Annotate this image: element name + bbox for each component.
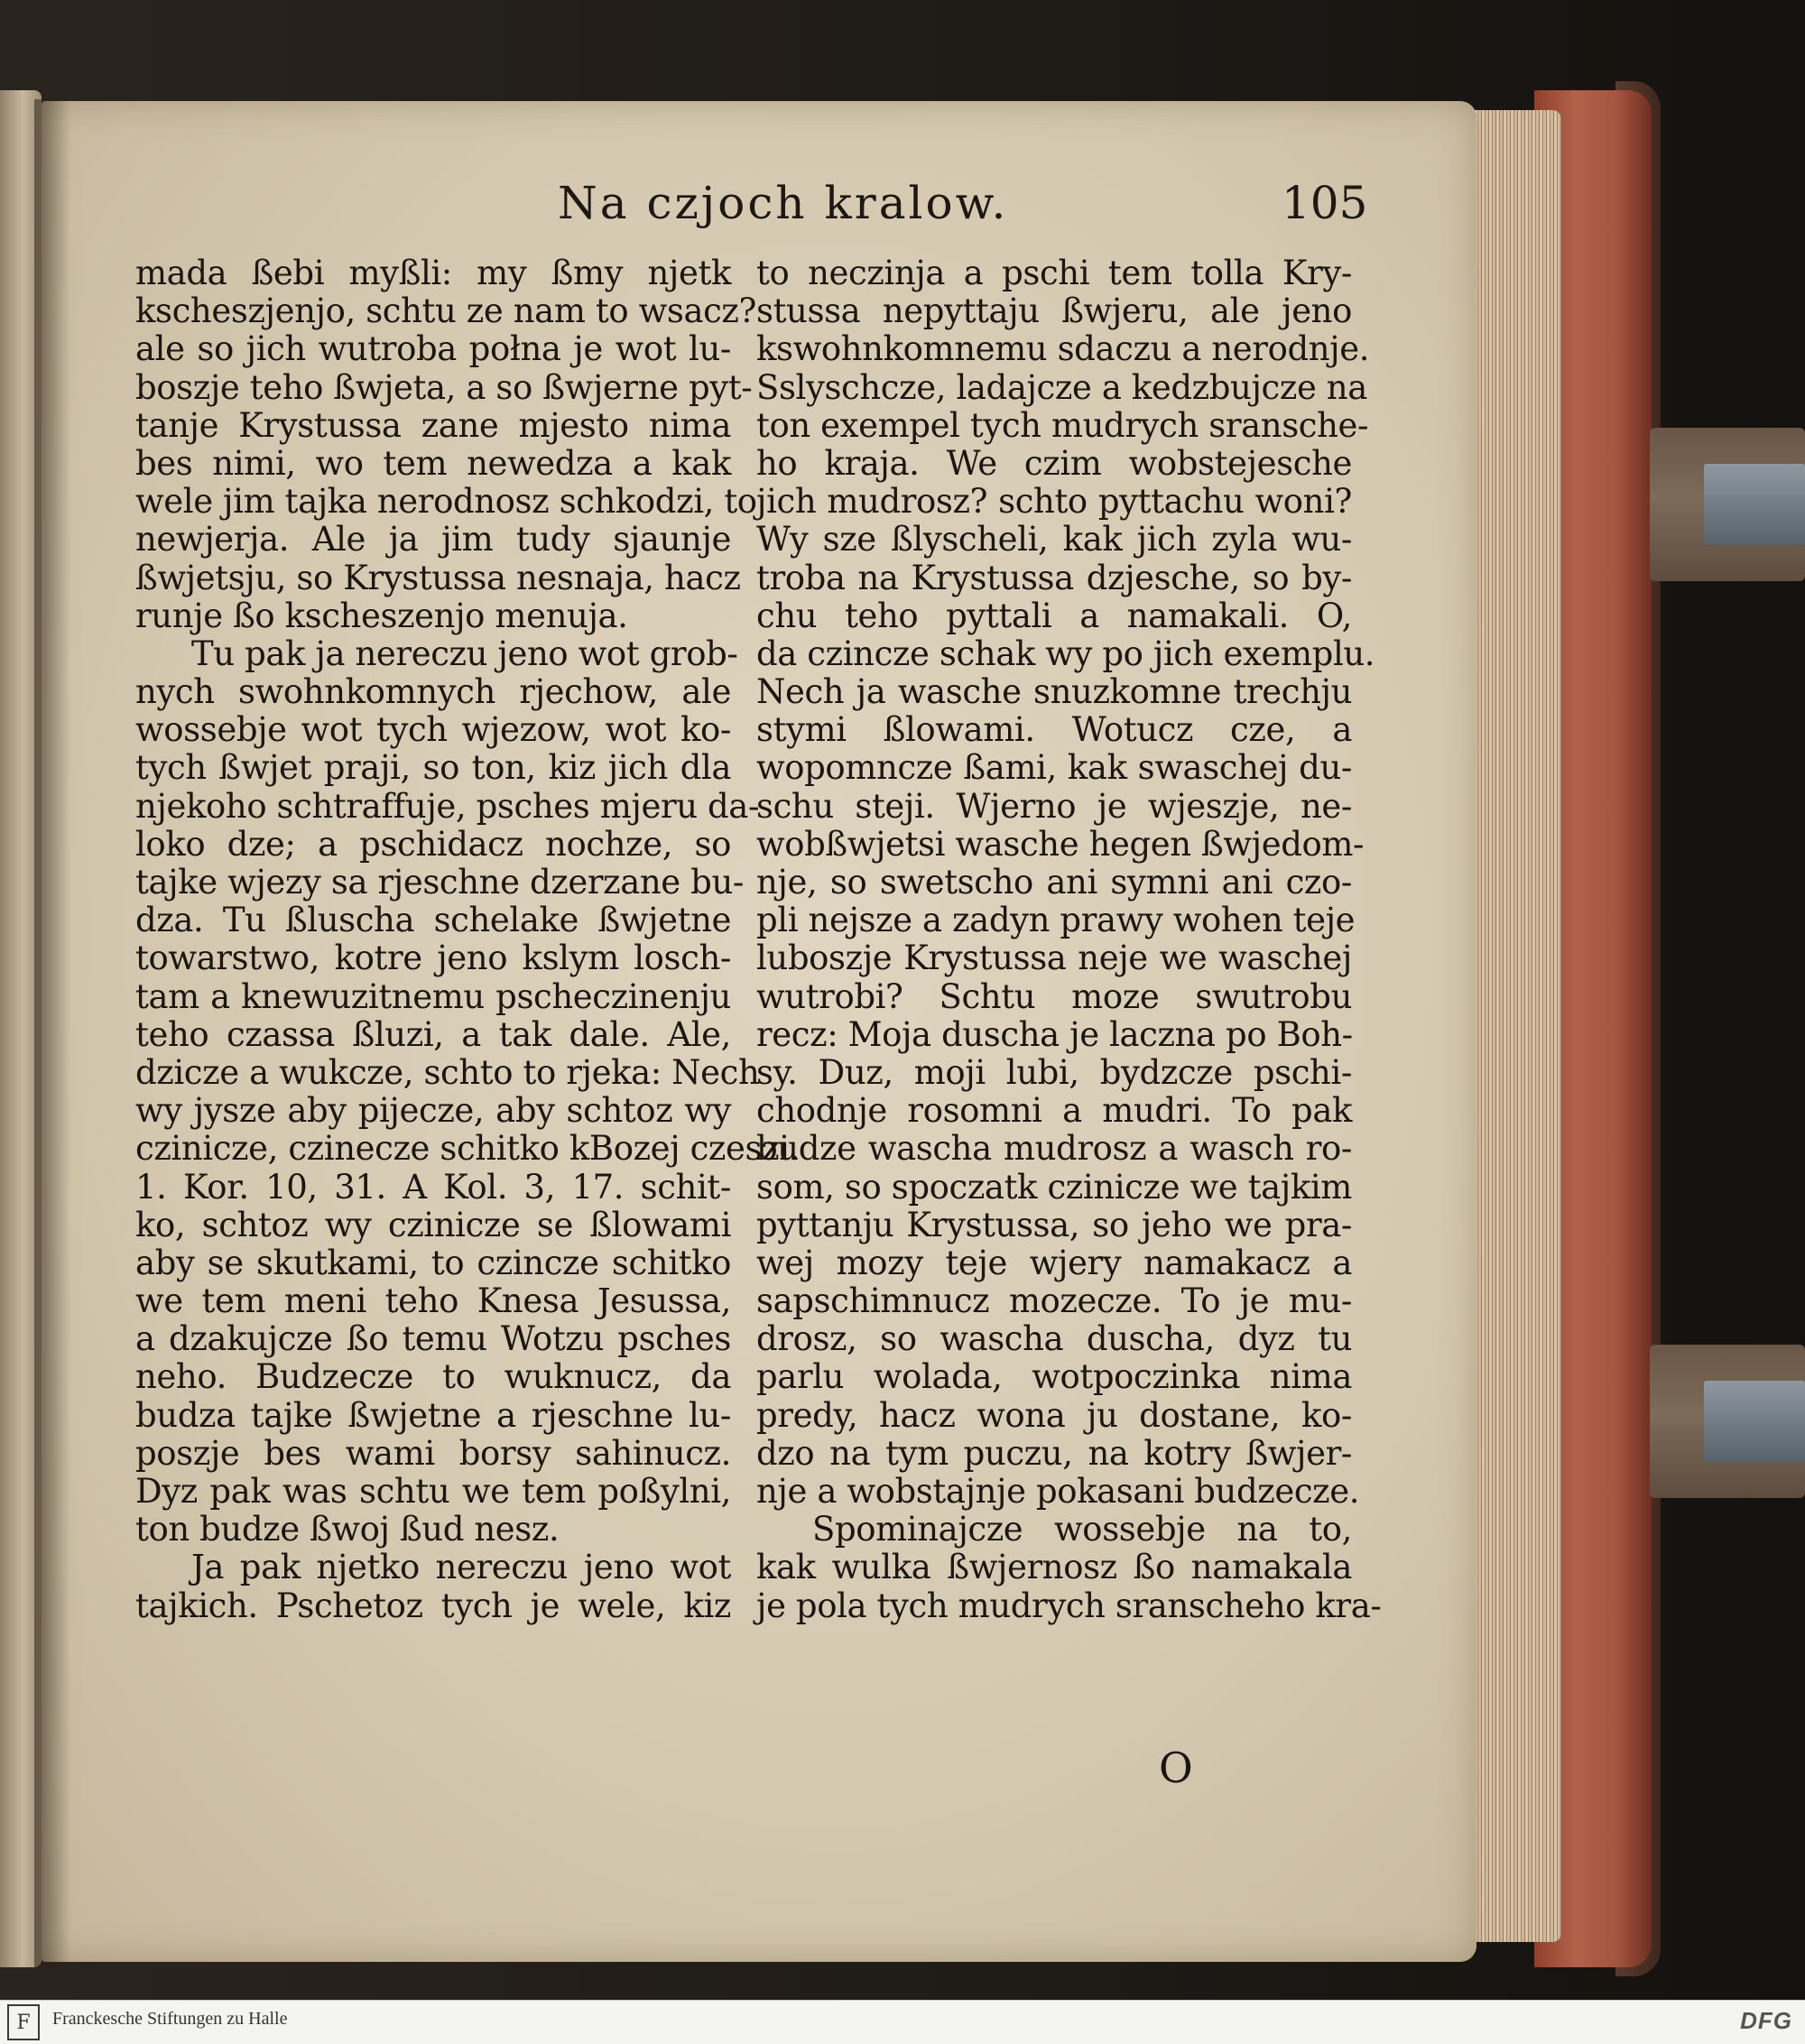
text-line: dzo na tym puczu, na kotry ßwjer- (756, 1433, 1352, 1473)
text-line: tanje Krystussa zane mjesto nima (135, 405, 731, 445)
text-line: aby se skutkami, to czincze schitko (135, 1243, 731, 1282)
text-line: sy. Duz, moji lubi, bydzcze pschi- (756, 1052, 1352, 1092)
text-line: wele jim tajka nerodnosz schkodzi, to (135, 482, 757, 522)
text-line: nje, so swetscho ani symni ani czo- (756, 863, 1352, 902)
text-line: je pola tych mudrych sranscheho kra- (756, 1586, 1382, 1625)
text-line: runje ßo kscheszenjo menuja. (135, 596, 628, 635)
text-line: wopomncze ßami, kak swaschej du- (756, 748, 1352, 788)
viewer-footer (0, 2000, 1805, 2044)
text-line: wej mozy teje wjery namakacz a (756, 1243, 1352, 1282)
dfg-logo: DFG (1740, 2007, 1792, 2034)
text-line: to neczinja a pschi tem tolla Kry- (756, 254, 1352, 292)
text-line: ton exempel tych mudrych sransche- (756, 405, 1369, 445)
book-clasp-top (1650, 428, 1805, 581)
franckesche-stiftungen-logo: F (7, 2004, 40, 2040)
text-line: Sslyschcze, ladajcze a kedzbujcze na (756, 367, 1367, 407)
text-line: wobßwjetsi wasche hegen ßwjedom- (756, 824, 1365, 864)
text-line: budza tajke ßwjetne a rjeschne lu- (135, 1395, 731, 1435)
text-line: schu steji. Wjerno je wjeszje, ne- (756, 786, 1352, 826)
text-line: poszje bes wami borsy sahinucz. (135, 1433, 731, 1473)
text-line: wossebje wot tych wjezow, wot ko- (135, 710, 731, 750)
text-line: czinicze, czinecze schitko kBozej czeszi. (135, 1129, 800, 1169)
institution-name: Franckesche Stiftungen zu Halle (52, 2009, 288, 2029)
text-line: kak wulka ßwjernosz ßo namakala (756, 1548, 1352, 1587)
text-line: pyttanju Krystussa, so jeho we pra- (756, 1205, 1352, 1244)
text-line: tych ßwjet praji, so ton, kiz jich dla (135, 748, 731, 788)
text-line: luboszje Krystussa neje we waschej (756, 939, 1352, 978)
text-line: towarstwo, kotre jeno kslym losch- (135, 939, 731, 978)
text-line: Spominajcze wossebje na to, (812, 1510, 1352, 1549)
text-line: 1. Kor. 10, 31. A Kol. 3, 17. schit- (135, 1167, 731, 1207)
text-line: wutrobi? Schtu moze swutrobu (756, 976, 1352, 1016)
running-head-title: Na czjoch kralow. (558, 177, 1009, 229)
text-line: stussa nepyttaju ßwjeru, ale jeno (756, 291, 1352, 331)
page-stack-edges (1471, 110, 1561, 1942)
text-line: drosz, so wascha duscha, dyz tu (756, 1319, 1352, 1359)
text-line: mada ßebi myßli: my ßmy njetk (135, 254, 731, 292)
page-gutter-shadow (34, 99, 70, 1967)
text-line: chu teho pyttali a namakali. O, (756, 596, 1352, 635)
book-clasp-bottom (1650, 1345, 1805, 1498)
text-line: dzicze a wukcze, schto to rjeka: Nech (135, 1052, 760, 1092)
text-line: Ja pak njetko nereczu jeno wot (191, 1548, 731, 1587)
text-line: Tu pak ja nereczu jeno wot grob- (191, 634, 738, 673)
page-number: 105 (1282, 177, 1368, 229)
text-line: neho. Budzecze to wuknucz, da (135, 1357, 731, 1397)
text-line: tajkich. Pschetoz tych je wele, kiz (135, 1586, 731, 1625)
text-line: tajke wjezy sa rjeschne dzerzane bu- (135, 863, 744, 902)
text-line: ton budze ßwoj ßud nesz. (135, 1510, 560, 1549)
text-line: ale so jich wutroba połna je wot lu- (135, 329, 731, 369)
text-line: sapschimnucz mozecze. To je mu- (756, 1281, 1352, 1321)
text-line: Nech ja wasche snuzkomne trechju (756, 672, 1352, 712)
text-line: da czincze schak wy po jich exemplu. (756, 634, 1375, 673)
text-line: kswohnkomnemu sdaczu a nerodnje. (756, 329, 1370, 369)
text-line: nych swohnkomnych rjechow, ale (135, 672, 731, 712)
text-line: predy, hacz wona ju dostane, ko- (756, 1395, 1352, 1435)
text-line: dza. Tu ßluscha schelake ßwjetne (135, 901, 731, 940)
text-line: ko, schtoz wy czinicze se ßlowami (135, 1205, 731, 1244)
text-line: Wy sze ßlyscheli, kak jich zyla wu- (756, 520, 1352, 560)
text-line: parlu wolada, wotpoczinka nima (756, 1357, 1352, 1397)
right-text-column (756, 254, 1382, 1625)
text-line: tam a knewuzitnemu pscheczinenju (135, 976, 731, 1016)
text-line: som, so spoczatk czinicze we tajkim (756, 1167, 1352, 1207)
text-line: Dyz pak was schtu we tem poßylni, (135, 1472, 731, 1511)
text-line: recz: Moja duscha je laczna po Boh- (756, 1014, 1353, 1054)
text-line: loko dze; a pschidacz nochze, so (135, 824, 731, 864)
text-line: nje a wobstajnje pokasani budzecze. (756, 1472, 1360, 1511)
text-line: bes nimi, wo tem newedza a kak (135, 443, 731, 483)
text-line: pli nejsze a zadyn prawy wohen teje (756, 901, 1356, 940)
text-line: ho kraja. We czim wobstejesche (756, 443, 1352, 483)
text-line: stymi ßlowami. Wotucz cze, a (756, 710, 1352, 750)
text-line: troba na Krystussa dzjesche, so by- (756, 558, 1352, 597)
text-line: teho czassa ßluzi, a tak dale. Ale, (135, 1014, 731, 1054)
text-line: kscheszjenjo, schtu ze nam to wsacz? (135, 291, 756, 331)
text-line: ßwjetsju, so Krystussa nesnaja, hacz (135, 558, 741, 597)
text-line: chodnje rosomni a mudri. To pak (756, 1091, 1352, 1131)
text-line: wy jysze aby pijecze, aby schtoz wy (135, 1091, 731, 1131)
text-line: boszje teho ßwjeta, a so ßwjerne pyt- (135, 367, 753, 407)
catchword: O (1159, 1743, 1193, 1792)
text-line: njekoho schtraffuje, psches mjeru da- (135, 786, 760, 826)
text-line: jich mudrosz? schto pyttachu woni? (756, 482, 1352, 522)
text-line: budze wascha mudrosz a wasch ro- (756, 1129, 1352, 1169)
text-line: we tem meni teho Knesa Jesussa, (135, 1281, 731, 1321)
left-text-column (135, 254, 800, 1625)
text-line: newjerja. Ale ja jim tudy sjaunje (135, 520, 731, 560)
text-line: a dzakujcze ßo temu Wotzu psches (135, 1319, 731, 1359)
